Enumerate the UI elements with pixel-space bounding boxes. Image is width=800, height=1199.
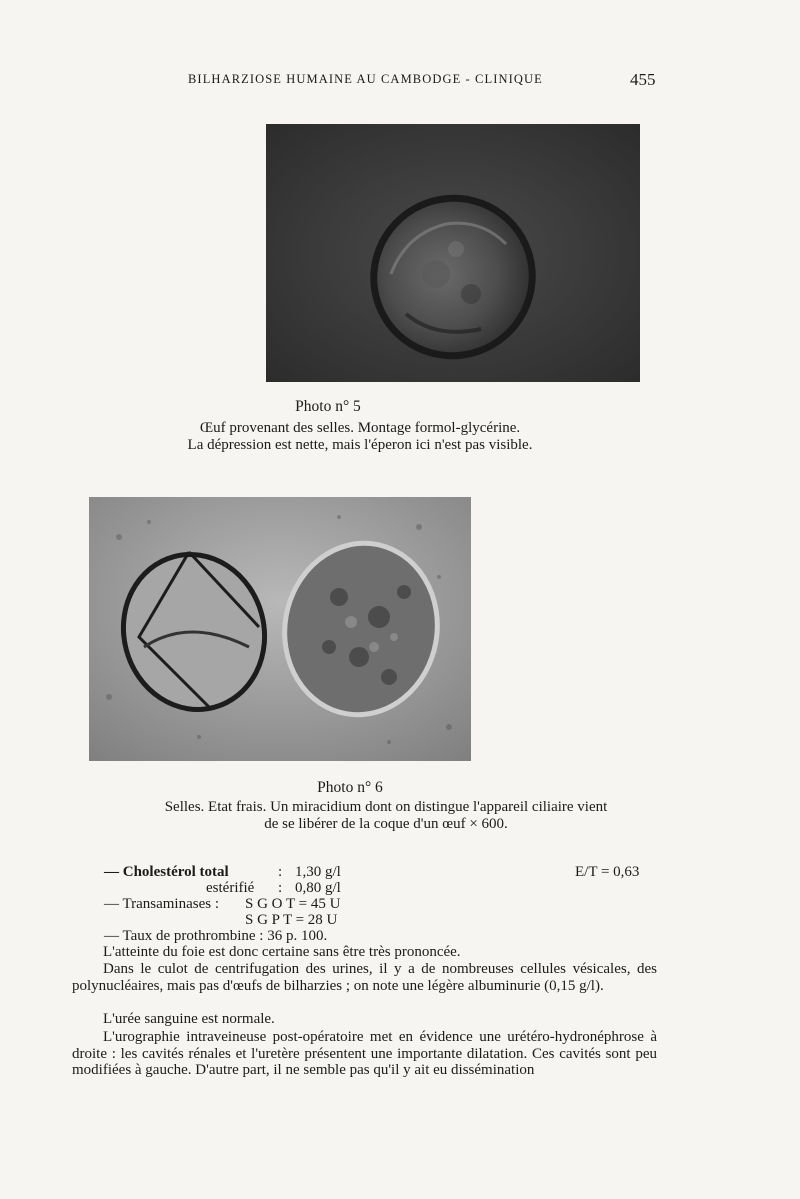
- paragraph: Dans le culot de centrifugation des urines, il y a de nombreuses cellules vésicales, des polynucléaires, mais pas d'œufs de bilharzies ; on note une légère albuminurie (0,15 g/l).: [72, 961, 657, 994]
- photo-6-micrograph: [89, 497, 471, 761]
- esterified-separator: :: [278, 880, 283, 896]
- sgpt-value: S G P T = 28 U: [245, 912, 338, 928]
- page-number: 455: [630, 70, 656, 89]
- paragraph: L'urée sanguine est normale.: [103, 1011, 275, 1027]
- caption-line: Selles. Etat frais. Un miracidium dont on distingue l'appareil ciliaire vient: [164, 799, 608, 815]
- photo-6-caption: [150, 799, 622, 833]
- caption-line: Œuf provenant des selles. Montage formol-glycérine.: [199, 420, 521, 436]
- sgot-value: S G O T = 45 U: [245, 896, 341, 912]
- cholesterol-total-label: — Cholestérol total: [104, 864, 229, 880]
- transaminases-label: — Transaminases :: [104, 896, 220, 912]
- caption-line: de se libérer de la coque d'un œuf × 600.: [264, 816, 508, 832]
- paragraph: L'urographie intraveineuse post-opératoire met en évidence une urétéro-hydronéphrose à droite : les cavités rénales et l'uretère présentent une importante dilatation. Ces cavités sont peu modifiées à gauche. D'autre part, il ne semble pas qu'il y ait eu dissémination: [72, 1029, 657, 1078]
- egg-micrograph-image: [266, 124, 640, 382]
- running-title: BILHARZIOSE HUMAINE AU CAMBODGE - CLINIQUE: [188, 72, 543, 86]
- photo-5-label: Photo n° 5: [295, 398, 361, 415]
- prothrombine-rate: — Taux de prothrombine : 36 p. 100.: [104, 928, 328, 944]
- miracidium-micrograph-image: [89, 497, 471, 761]
- caption-line: La dépression est nette, mais l'éperon ici n'est pas visible.: [187, 437, 533, 453]
- esterified-label: estérifié: [206, 880, 255, 896]
- ester-total-ratio: E/T = 0,63: [575, 864, 640, 880]
- cholesterol-total-separator: :: [278, 864, 283, 880]
- photo-5-micrograph: [266, 124, 640, 382]
- cholesterol-total-value: 1,30 g/l: [295, 864, 341, 880]
- running-head: [0, 70, 800, 92]
- photo-5-caption: [150, 420, 570, 454]
- esterified-value: 0,80 g/l: [295, 880, 341, 896]
- paragraph: L'atteinte du foie est donc certaine sans être très prononcée.: [103, 944, 461, 960]
- photo-6-label: Photo n° 6: [317, 779, 383, 796]
